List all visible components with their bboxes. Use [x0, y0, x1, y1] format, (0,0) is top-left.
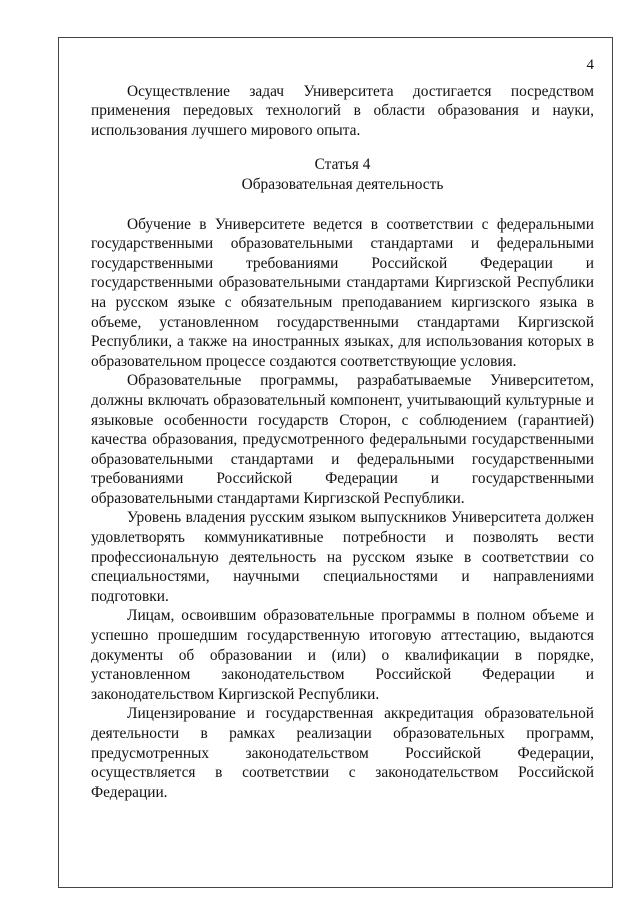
paragraph-licensing-accreditation: Лицензирование и государственная аккредитация образовательной деятельности в рамках реализации образовательных программ, предусмотренных законодательством Российской Федерации, осуществляется в соответствии с законодательством Российской Федерации. [91, 705, 594, 801]
intro-paragraph: Осуществление задач Университета достигается посредством применения передовых технологий в области образования и науки, использования лучшего мирового опыта. [91, 82, 594, 139]
document-body [91, 56, 594, 802]
article-heading [91, 155, 594, 194]
paragraph-education-language: Обучение в Университете ведется в соответствии с федеральными государственными образовательными стандартами и федеральными государственными требованиями Российской Федерации и государственными образовательными стандартами Киргизской Республики на русском языке с обязательным преподаванием киргизского языка в объеме, установленном государственными стандартами Киргизской Республики, а также на иностранных языках, для использования которых в образовательном процессе создаются соответствующие условия. [91, 215, 594, 370]
page-number: 4 [586, 57, 594, 73]
paragraph-russian-proficiency: Уровень владения русским языком выпускников Университета должен удовлетворять коммуникативные потребности и позволять вести профессиональную деятельность на русском языке в соответствии со специальностями, научными специальностями и направлениями подготовки. [91, 509, 594, 605]
paragraph-graduate-documents: Лицам, освоившим образовательные программы в полном объеме и успешно прошедшим государственную итоговую аттестацию, выдаются документы об образовании и (или) о квалификации в порядке, установленном законодательством Российской Федерации и законодательством Киргизской Республики. [91, 607, 594, 703]
article-number: Статья 4 [314, 156, 371, 174]
article-title: Образовательная деятельность [241, 175, 444, 193]
paragraph-educational-programs: Образовательные программы, разрабатываемые Университетом, должны включать образовательный компонент, учитывающий культурные и языковые особенности государств Сторон, с соблюдением (гарантией) качества образования, предусмотренного федеральными государственными образовательными стандартами и федеральными государственными требованиями Российской Федерации и государственными образовательными стандартами Киргизской Республики. [91, 372, 594, 507]
